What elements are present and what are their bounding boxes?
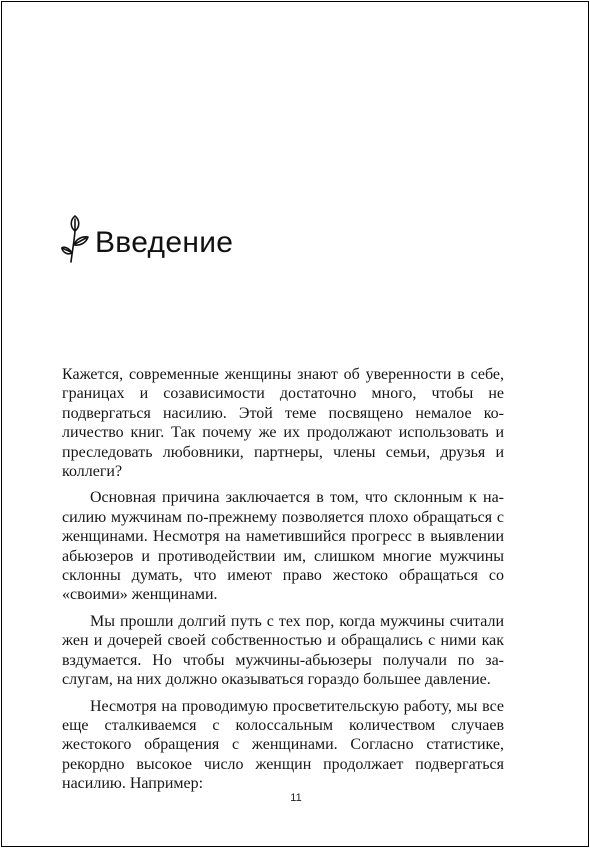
- chapter-heading: [61, 214, 233, 264]
- page-number: 11: [290, 792, 302, 804]
- body-text: [62, 365, 504, 801]
- paragraph-4: Несмотря на проводимую просветительскую работу, мы все еще сталкиваемся с колоссальным количеством случаев жестокого обращения с женщинами. Согласно статистике, рекордно высокое число женщин продолжает подвергаться насилию. Например:: [62, 697, 504, 793]
- paragraph-3: Мы прошли долгий путь с тех пор, когда мужчины считали жен и дочерей своей собственностью и обращались с ними как вздумается. Но чтобы мужчины-абьюзеры получали по заслугам, на них должно оказываться гораздо большее давление.: [62, 612, 504, 689]
- chapter-title: Введение: [95, 226, 234, 259]
- leaf-sprout-icon: [61, 215, 89, 263]
- book-page: [1, 1, 589, 847]
- paragraph-1: Кажется, современные женщины знают об уверенности в себе, границах и созависимости достаточно много, чтобы не подвергаться насилию. Этой теме посвящено немалое количество книг. Так почему же их продолжают использовать и преследовать любовники, партнеры, члены семьи, друзья и коллеги?: [62, 366, 504, 481]
- paragraph-2: Основная причина заключается в том, что склонным к насилию мужчинам по-прежнему позволяется плохо обращаться с женщинами. Несмотря на наметившийся прогресс в выявлении абьюзеров и противодействии им, слишком многие мужчины склонны думать, что имеют право жестоко обращаться со «своими» женщинами.: [62, 489, 504, 604]
